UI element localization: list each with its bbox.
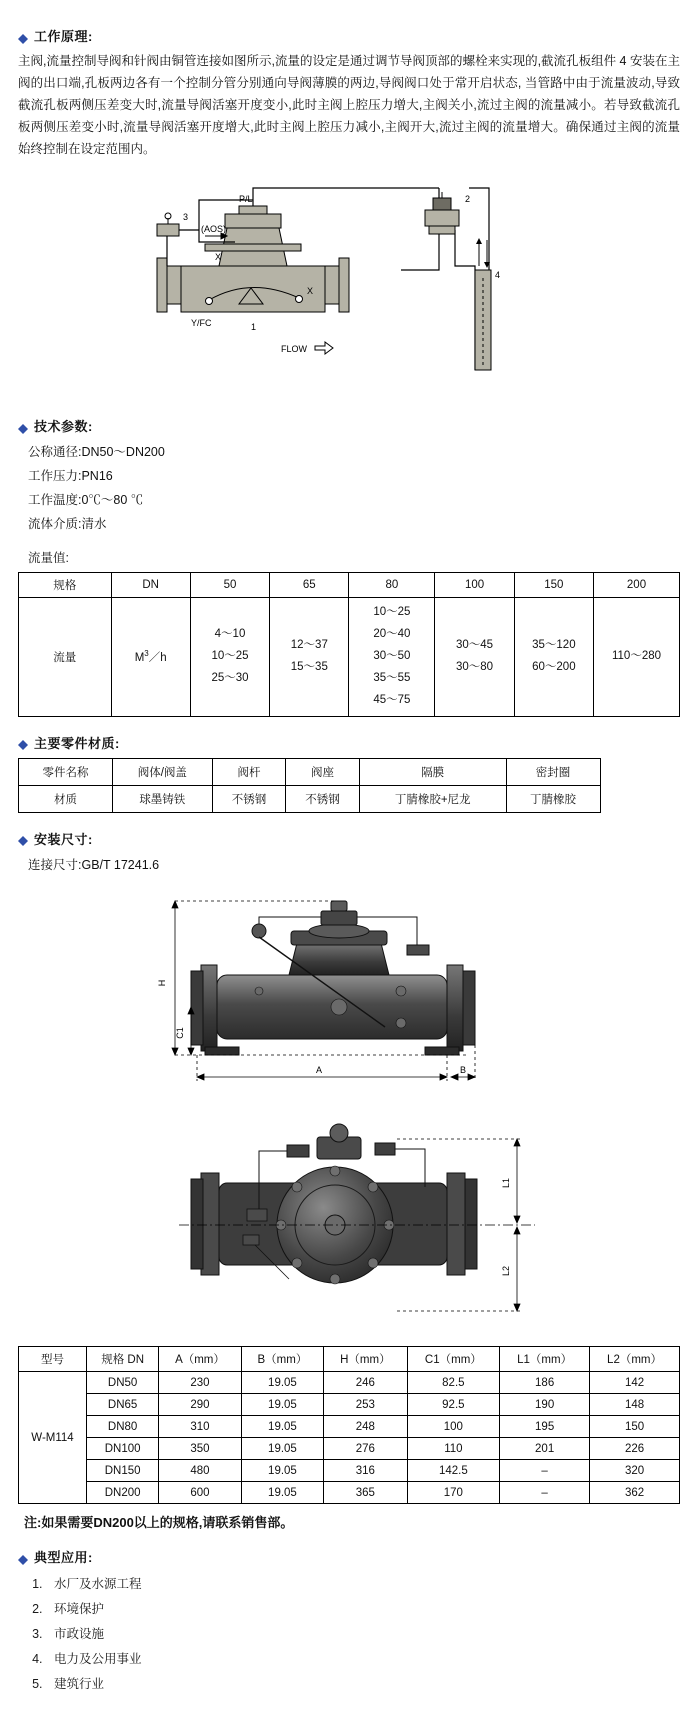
- spec-medium: 流体介质:清水: [28, 516, 107, 531]
- svg-text:2: 2: [465, 194, 471, 205]
- th-seat: 阀座: [286, 758, 360, 785]
- section-heading-tech: [18, 416, 680, 435]
- dimension-note: 注:如果需要DN200以上的规格,请联系销售部。: [24, 1515, 294, 1531]
- value: 110～280: [611, 650, 662, 663]
- th-stem: 阀杆: [212, 758, 286, 785]
- table-row: [19, 1460, 680, 1482]
- value: 15～35: [290, 660, 328, 673]
- material-stem: 不锈钢: [212, 785, 286, 812]
- svg-text:FLOW: FLOW: [281, 344, 307, 355]
- cell-a: 230: [159, 1372, 241, 1394]
- cell-a: 480: [159, 1460, 241, 1482]
- value: 30～80: [456, 660, 494, 673]
- table-row: [19, 785, 601, 812]
- model-value: W-M114: [19, 1372, 87, 1504]
- cell-l2: 320: [590, 1460, 680, 1482]
- cell-c1: 142.5: [407, 1460, 500, 1482]
- cell-a: 290: [159, 1394, 241, 1416]
- connect-dimension-standard: 连接尺寸:GB/T 17241.6: [28, 857, 160, 872]
- cell-b: 19.05: [241, 1460, 323, 1482]
- svg-text:(AOS): (AOS): [201, 224, 227, 235]
- section-title: 安装尺寸:: [34, 831, 93, 847]
- section-title: 典型应用:: [34, 1550, 93, 1566]
- flow-dn200: [594, 598, 680, 716]
- section-heading-materials: [18, 733, 680, 752]
- principle-paragraph: 主阀,流量控制导阀和针阀由铜管连接如图所示,流量的设定是通过调节导阀顶部的螺栓来实现的,截流孔板组件 4 安装在主阀的出口端,孔板两边各有一个控制分管分别通向导阀薄膜的两边,导阀阀口处于常开启状态, 当管路中由于流量波动,导致截流孔板两侧压差变大时,流量导阀活塞开度变小,此时主阀上腔压力增大,主阀关小,流过主阀的流量减小。若导致截流孔板两侧压差变小时,流量导阀活塞开度增大,此时主阀上腔压力减小,主阀开大,流过主阀的流量增大。确保通过主阀的流量始终控制在设定范围内。: [18, 54, 680, 156]
- cell-c1: 110: [407, 1438, 500, 1460]
- cell-dn: DN65: [87, 1394, 159, 1416]
- value: 35～55: [373, 671, 411, 684]
- cell-a: 600: [159, 1482, 241, 1504]
- table-row: [19, 598, 680, 716]
- th-dn100: 100: [435, 573, 514, 598]
- cell-l2: 362: [590, 1482, 680, 1504]
- th-spec: 规格: [19, 573, 112, 598]
- th-dn: DN: [111, 573, 190, 598]
- cell-l1: 186: [500, 1372, 590, 1394]
- flow-value-label: 流量值:: [28, 551, 69, 566]
- cell-l1: –: [500, 1460, 590, 1482]
- th-dn65: 65: [270, 573, 349, 598]
- th-l2: L2（mm）: [590, 1347, 680, 1372]
- section-title: 主要零件材质:: [34, 735, 120, 751]
- cell-h: 365: [324, 1482, 407, 1504]
- list-item: 2. 环境保护: [46, 1597, 680, 1622]
- cell-h: 246: [324, 1372, 407, 1394]
- svg-text:1: 1: [251, 322, 257, 333]
- cell-c1: 100: [407, 1416, 500, 1438]
- cell-l1: 195: [500, 1416, 590, 1438]
- flow-unit: [111, 598, 190, 716]
- th-a: A（mm）: [159, 1347, 241, 1372]
- spec-nominal-diameter: 公称通径:DN50～DN200: [28, 445, 165, 460]
- th-l1: L1（mm）: [500, 1347, 590, 1372]
- pilot-valve-2: [425, 192, 470, 234]
- cell-h: 248: [324, 1416, 407, 1438]
- flow-dn150: [514, 598, 593, 716]
- flow-table: [18, 572, 680, 716]
- cell-h: 276: [324, 1438, 407, 1460]
- svg-text:H: H: [157, 980, 167, 987]
- svg-text:X: X: [215, 252, 222, 263]
- value: 4～10: [214, 628, 246, 641]
- value: 30～45: [456, 639, 494, 652]
- svg-text:B: B: [459, 1065, 467, 1076]
- unit-main: M: [134, 651, 145, 664]
- cell-dn: DN100: [87, 1438, 159, 1460]
- svg-text:C1: C1: [175, 1027, 185, 1040]
- cell-dn: DN150: [87, 1460, 159, 1482]
- cell-b: 19.05: [241, 1394, 323, 1416]
- value: 20～40: [373, 628, 411, 641]
- diamond-bullet-icon: [18, 419, 28, 429]
- table-row: [19, 1394, 680, 1416]
- table-header-row: [19, 1347, 680, 1372]
- svg-text:A: A: [315, 1065, 323, 1076]
- cell-l2: 142: [590, 1372, 680, 1394]
- spec-working-temperature: 工作温度:0℃～80 ℃: [28, 492, 144, 507]
- material-row-label: 材质: [19, 785, 113, 812]
- cell-l1: 190: [500, 1394, 590, 1416]
- application-list: [46, 1572, 680, 1697]
- cell-b: 19.05: [241, 1438, 323, 1460]
- cell-h: 316: [324, 1460, 407, 1482]
- cell-a: 350: [159, 1438, 241, 1460]
- cell-l1: –: [500, 1482, 590, 1504]
- section-heading-principle: [18, 26, 680, 45]
- unit-exponent: 3: [144, 649, 149, 659]
- table-row: [19, 1416, 680, 1438]
- orifice-plate-4: [475, 238, 500, 370]
- needle-valve-3: [157, 212, 188, 236]
- svg-text:4: 4: [495, 270, 501, 281]
- list-item: 3. 市政设施: [46, 1622, 680, 1647]
- material-seal-ring: 丁腈橡胶: [506, 785, 600, 812]
- th-dn50: 50: [190, 573, 269, 598]
- value: 10～25: [211, 650, 249, 663]
- value: 45～75: [373, 693, 411, 706]
- material-diaphragm: 丁腈橡胶+尼龙: [359, 785, 506, 812]
- th-h: H（mm）: [324, 1347, 407, 1372]
- value: 25～30: [211, 671, 249, 684]
- svg-text:P/L: P/L: [239, 194, 253, 205]
- section-title: 工作原理:: [34, 29, 93, 44]
- diamond-bullet-icon: [18, 831, 28, 841]
- flow-row-label: 流量: [19, 598, 112, 716]
- th-diaphragm: 隔膜: [359, 758, 506, 785]
- material-table: [18, 758, 601, 813]
- th-part-name: 零件名称: [19, 758, 113, 785]
- cell-l1: 201: [500, 1438, 590, 1460]
- cell-b: 19.05: [241, 1372, 323, 1394]
- th-b: B（mm）: [241, 1347, 323, 1372]
- cell-dn: DN50: [87, 1372, 159, 1394]
- svg-text:L1: L1: [501, 1178, 511, 1189]
- unit-tail: ／h: [148, 651, 167, 664]
- svg-text:L2: L2: [501, 1266, 511, 1277]
- section-heading-apps: [18, 1547, 680, 1566]
- cell-dn: DN200: [87, 1482, 159, 1504]
- material-seat: 不锈钢: [286, 785, 360, 812]
- section-title: 技术参数:: [34, 419, 93, 435]
- list-item: 5. 建筑行业: [46, 1672, 680, 1697]
- cell-b: 19.05: [241, 1416, 323, 1438]
- th-dn80: 80: [349, 573, 435, 598]
- value: 30～50: [373, 650, 411, 663]
- table-row: [19, 1372, 680, 1394]
- value: 60～200: [532, 660, 576, 673]
- section-heading-install: [18, 829, 680, 848]
- th-model: 型号: [19, 1347, 87, 1372]
- schematic-figure: [18, 170, 680, 400]
- flow-dn100: [435, 598, 514, 716]
- cell-l2: 148: [590, 1394, 680, 1416]
- diamond-bullet-icon: [18, 29, 28, 39]
- cell-h: 253: [324, 1394, 407, 1416]
- cell-l2: 150: [590, 1416, 680, 1438]
- diamond-bullet-icon: [18, 1550, 28, 1560]
- top-view-figure: [18, 1117, 680, 1342]
- diamond-bullet-icon: [18, 735, 28, 745]
- th-c1: C1（mm）: [407, 1347, 500, 1372]
- cell-c1: 82.5: [407, 1372, 500, 1394]
- th-body-bonnet: 阀体/阀盖: [112, 758, 212, 785]
- cell-c1: 170: [407, 1482, 500, 1504]
- table-header-row: [19, 758, 601, 785]
- list-item: 4. 电力及公用事业: [46, 1647, 680, 1672]
- th-dn200: 200: [594, 573, 680, 598]
- svg-text:3: 3: [183, 212, 189, 223]
- dimension-table: [18, 1346, 680, 1504]
- svg-text:X: X: [307, 286, 314, 297]
- table-row: [19, 1482, 680, 1504]
- cell-c1: 92.5: [407, 1394, 500, 1416]
- top-view-svg: [139, 1117, 559, 1342]
- table-header-row: [19, 573, 680, 598]
- material-body-bonnet: 球墨铸铁: [112, 785, 212, 812]
- th-seal-ring: 密封圈: [506, 758, 600, 785]
- value: 10～25: [373, 606, 411, 619]
- cell-a: 310: [159, 1416, 241, 1438]
- list-item: 1. 水厂及水源工程: [46, 1572, 680, 1597]
- spec-working-pressure: 工作压力:PN16: [28, 469, 113, 484]
- svg-text:Y/FC: Y/FC: [191, 318, 212, 329]
- side-view-svg: [139, 887, 559, 1107]
- schematic-svg: [139, 170, 559, 400]
- value: 35～120: [532, 639, 576, 652]
- cell-dn: DN80: [87, 1416, 159, 1438]
- value: 12～37: [290, 639, 328, 652]
- cell-b: 19.05: [241, 1482, 323, 1504]
- flow-dn65: [270, 598, 349, 716]
- th-dn150: 150: [514, 573, 593, 598]
- flow-dn80: [349, 598, 435, 716]
- cell-l2: 226: [590, 1438, 680, 1460]
- side-view-figure: [18, 887, 680, 1107]
- flow-dn50: [190, 598, 269, 716]
- table-row: [19, 1438, 680, 1460]
- th-size-dn: 规格 DN: [87, 1347, 159, 1372]
